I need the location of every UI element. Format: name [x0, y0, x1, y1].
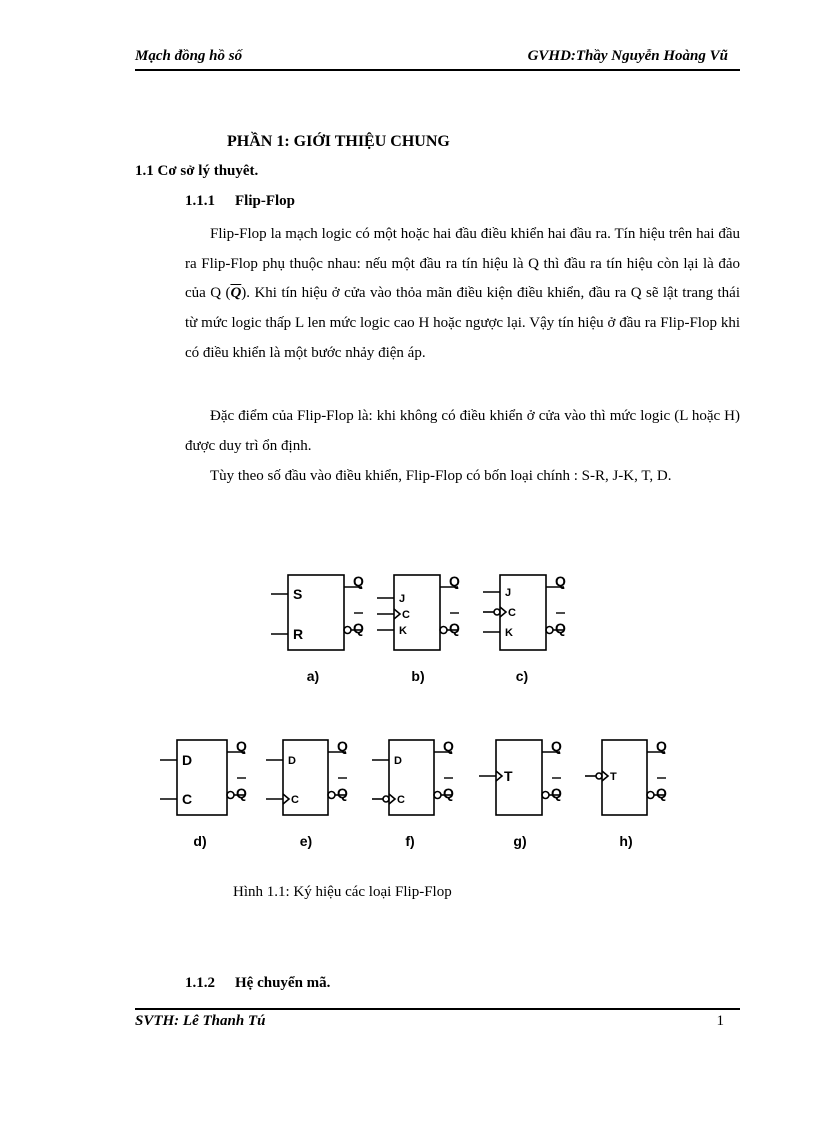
flipflop-g-clock-triangle	[496, 771, 502, 781]
page-number: 1	[716, 1013, 724, 1029]
flipflop-h-body	[602, 740, 647, 815]
flipflop-c-input-label-j: J	[505, 587, 512, 599]
subsection2-number: 1.1.2	[185, 975, 215, 991]
flipflop-c-label: c)	[515, 668, 529, 684]
flipflop-e-input-label-d: D	[288, 755, 296, 767]
flipflop-b-label: b)	[411, 668, 425, 684]
flipflop-h-qbar-label: Q	[656, 785, 667, 801]
flipflop-g-q-label: Q	[551, 738, 562, 754]
flipflop-b-input-label-k: K	[399, 625, 407, 637]
paragraph-intro-text-b: ). Khi tín hiệu ở cửa vào thỏa mãn điều kiện điều khiển, đầu ra Q sẽ lật trang thái từ mức logic thấp L len mức logic cao H hoặc ngược lại. Vậy tín hiệu ở đầu ra Flip-Flop khi có điều khiển là một bước nhảy điện áp.	[185, 285, 740, 361]
flipflop-a-input-label-r: R	[293, 626, 304, 642]
subsection-heading-code-converter	[185, 975, 330, 992]
flipflop-f-qbar-output-bubble	[434, 792, 441, 799]
flipflop-c-clock-triangle	[500, 607, 506, 617]
flipflop-f-body	[389, 740, 434, 815]
flipflop-e-clock-triangle	[283, 794, 289, 804]
flipflop-b-input-label-c: C	[402, 609, 410, 621]
flipflop-a-qbar-label: Q	[353, 620, 364, 636]
flipflop-a-input-label-s: S	[293, 586, 303, 602]
flipflop-f-label: f)	[405, 833, 415, 849]
flipflop-h-q-label: Q	[656, 738, 667, 754]
flipflop-b-q-label: Q	[449, 573, 460, 589]
flipflop-g-label: g)	[513, 833, 527, 849]
figure-caption: Hình 1.1: Ký hiệu các loại Flip-Flop	[233, 884, 452, 900]
flipflop-b-clock-triangle	[394, 609, 400, 619]
flipflop-f-input-label-d: D	[394, 755, 402, 767]
flipflop-d-label: d)	[193, 833, 207, 849]
flipflop-c-input-label-k: K	[505, 627, 513, 639]
flipflop-d-qbar-label: Q	[236, 785, 247, 801]
flipflop-a-qbar-output-bubble	[344, 627, 351, 634]
paragraph-intro-text-a: Flip-Flop la mạch logic có một hoặc hai đầu điều khiển hai đầu ra. Tín hiệu trên hai đầu ra Flip-Flop phụ thuộc nhau: nếu một đầu ra tín hiệu là Q thì đầu ra tín hiệu còn lại là đảo của Q (	[185, 226, 740, 302]
subsection-number: 1.1.1	[185, 193, 215, 209]
flipflop-d-qbar-output-bubble	[227, 792, 234, 799]
flipflop-c-qbar-output-bubble	[546, 627, 553, 634]
part-title: PHẦN 1: GIỚI THIỆU CHUNG	[227, 133, 450, 150]
flipflop-e-qbar-label: Q	[337, 785, 348, 801]
subsection-title: Flip-Flop	[235, 193, 296, 209]
header-supervisor: GVHD:Thầy Nguyễn Hoàng Vũ	[527, 48, 728, 64]
flipflop-e-label: e)	[299, 833, 313, 849]
section-title: 1.1 Cơ sở lý thuyêt.	[135, 163, 259, 179]
flipflop-b-input-label-j: J	[399, 593, 406, 605]
flipflop-f-input-label-c: C	[397, 794, 405, 806]
flipflop-h-qbar-output-bubble	[647, 792, 654, 799]
flipflop-e-body	[283, 740, 328, 815]
flipflop-g-qbar-label: Q	[551, 785, 562, 801]
flipflop-d-input-label-d: D	[182, 752, 193, 768]
flipflop-d-q-label: Q	[236, 738, 247, 754]
paragraph-characteristics: Đặc điểm của Flip-Flop là: khi không có điều khiển ở cửa vào thì mức logic (L hoặc H) được duy trì ổn định.	[185, 408, 740, 454]
flipflop-b-body	[394, 575, 440, 650]
flipflop-e-input-label-c: C	[291, 794, 299, 806]
footer-rule	[135, 1008, 740, 1010]
footer-student: SVTH: Lê Thanh Tú	[135, 1013, 266, 1029]
flipflop-c-input-label-c: C	[508, 607, 516, 619]
flipflop-f-clock-triangle	[389, 794, 395, 804]
flipflop-g-qbar-output-bubble	[542, 792, 549, 799]
flipflop-c-qbar-label: Q	[555, 620, 566, 636]
flipflop-f-input-bubble	[383, 796, 389, 802]
flipflop-c-input-bubble	[494, 609, 500, 615]
flipflop-a-label: a)	[306, 668, 320, 684]
flipflop-a-q-label: Q	[353, 573, 364, 589]
header-document-title: Mạch đồng hồ số	[135, 48, 243, 64]
q-bar-symbol: $\overline{Q}$	[230, 285, 242, 302]
flipflop-c-q-label: Q	[555, 573, 566, 589]
subsection2-title: Hệ chuyển mã.	[235, 975, 331, 991]
flipflop-h-clock-triangle	[602, 771, 608, 781]
paragraph-types: Tùy theo số đầu vào điều khiển, Flip-Flop có bốn loại chính : S-R, J-K, T, D.	[210, 468, 672, 484]
flipflop-f-q-label: Q	[443, 738, 454, 754]
flipflop-e-q-label: Q	[337, 738, 348, 754]
flipflop-h-input-bubble	[596, 773, 602, 779]
flipflop-g-input-label-t: T	[504, 768, 513, 784]
flipflop-d-input-label-c: C	[182, 791, 193, 807]
flipflop-g-body	[496, 740, 542, 815]
flipflop-h-label: h)	[619, 833, 633, 849]
flipflop-b-qbar-label: Q	[449, 620, 460, 636]
flipflop-e-qbar-output-bubble	[328, 792, 335, 799]
flipflop-b-qbar-output-bubble	[440, 627, 447, 634]
flipflop-f-qbar-label: Q	[443, 785, 454, 801]
flipflop-h-input-label-t: T	[610, 771, 617, 783]
